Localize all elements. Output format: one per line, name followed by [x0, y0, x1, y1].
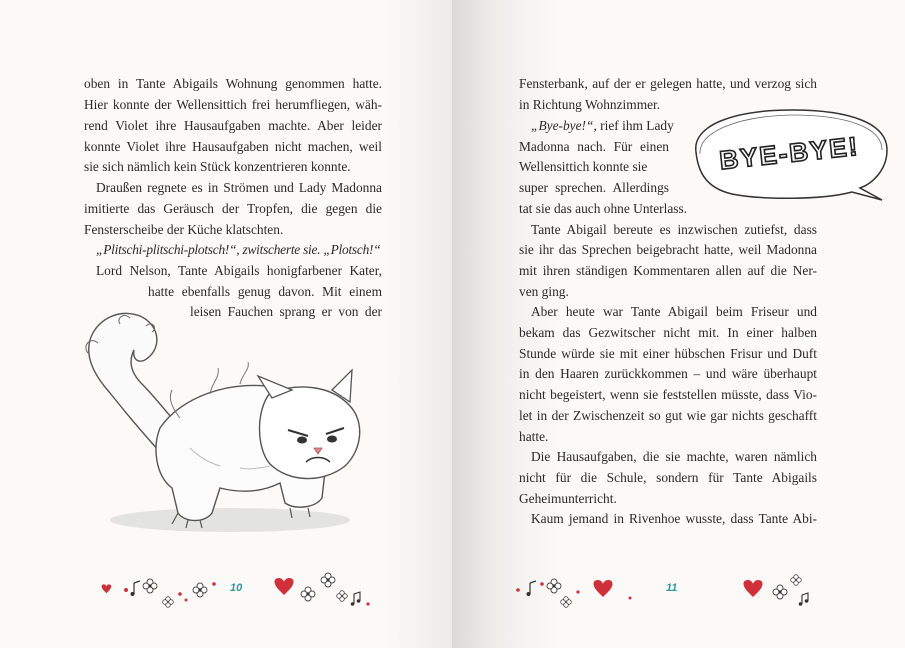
right-line-18: hatte. [519, 429, 549, 444]
left-line-4: konnte Violet ihre Hausaufgaben nicht machen, weil [84, 139, 382, 154]
right-line-12: Aber heute war Tante Abigail beim Friseur und [531, 304, 817, 319]
speech-bubble-text: BYE-BYE! [717, 130, 861, 176]
right-line-8: Tante Abigail bereute es inzwischen zutiefst, dass [531, 222, 817, 237]
right-page [452, 0, 905, 648]
music-note-icon [527, 581, 537, 596]
left-line-2: Hier konnte der Wellensittich frei herumfliegen, wäh- [84, 97, 382, 112]
right-line-9: sie ihr das Sprechen beigebracht hatte, weil Madonna [519, 242, 817, 257]
right-line-21: Geheimunterricht. [519, 491, 617, 506]
right-footer-ornament [512, 570, 812, 610]
right-line-2: in Richtung Wohnzimmer. [519, 97, 661, 112]
flower-icon [321, 573, 335, 587]
left-line-12: leisen Fauchen sprang er von der [190, 304, 382, 319]
heart-icon [594, 580, 613, 597]
left-page [0, 0, 452, 648]
left-line-10: Lord Nelson, Tante Abigails honigfarbener Kater, [96, 263, 382, 278]
flower-icon [337, 591, 348, 602]
left-line-6: Draußen regnete es in Strömen und Lady Madonna [96, 180, 382, 195]
music-note-icon [799, 593, 809, 606]
flower-icon [773, 585, 787, 599]
right-line-7: tat sie das auch ohne Unterlass. [519, 201, 688, 216]
music-note-icon [351, 592, 361, 606]
heart-icon [744, 580, 763, 597]
flower-icon [791, 575, 802, 586]
left-line-5: sie sich nämlich kein Stück konzentrieren konnte. [84, 159, 351, 174]
heart-icon [102, 584, 112, 593]
flower-icon [547, 579, 561, 593]
flower-icon [193, 583, 207, 597]
left-line-9: „Plitschi-plitschi-plotsch!“, zwitscherte sie. „Plotsch!“ [96, 242, 381, 257]
right-line-22: Kaum jemand in Rivenhoe wusste, dass Tante Abi- [531, 511, 817, 526]
left-line-7: imitierte das Geräusch der Tropfen, die gegen die [84, 201, 382, 216]
right-line-3: „Bye-bye!“, rief ihm Lady [531, 118, 674, 133]
right-line-1: Fensterbank, auf der er gelegen hatte, und verzog sich [519, 76, 817, 91]
speech-bubble [682, 100, 902, 210]
left-line-11: hatte ebenfalls genug davon. Mit einem [148, 284, 382, 299]
left-line-8: Fensterscheibe der Küche klatschten. [84, 222, 284, 237]
right-line-17: let in der Zwischenzeit so gut wie gar nichts geschafft [519, 408, 817, 423]
right-line-10: mit ihren ständigen Kommentaren allen auf die Ner- [519, 263, 817, 278]
flower-icon [301, 587, 315, 601]
music-note-icon [131, 581, 141, 596]
right-page-number: 11 [666, 582, 678, 594]
right-line-14: Stunde würde sie mit einer hübschen Frisur und Duft [519, 346, 817, 361]
left-page-number: 10 [230, 582, 243, 594]
flower-icon [561, 597, 572, 608]
right-line-11: ven ging. [519, 284, 569, 299]
right-line-15: in den Haaren zurückkommen – und wäre überhaupt [519, 366, 817, 381]
right-line-5: Wellensittich konnte sie [519, 159, 648, 174]
right-line-16: nicht begeistert, wenn sie feststellen müsste, dass Vio- [519, 387, 817, 402]
left-line-1: oben in Tante Abigails Wohnung genommen hatte. [84, 76, 382, 91]
flower-icon [163, 597, 174, 608]
right-line-4: Madonna nach. Für einen [519, 139, 669, 154]
left-line-3: rend Violet ihre Hausaufgaben machte. Aber leider [84, 118, 382, 133]
right-line-19: Die Hausaufgaben, die sie machte, waren nämlich [531, 449, 817, 464]
flower-icon [143, 579, 157, 593]
cat-illustration [60, 298, 380, 548]
heart-icon [275, 578, 294, 595]
right-line-6: super sprechen. Allerdings [519, 180, 669, 195]
right-line-13: bekam das Gezwitscher nicht mit. In einer halben [519, 325, 817, 340]
right-line-20: nicht für die Schule, sondern für Tante Abigails [519, 470, 817, 485]
